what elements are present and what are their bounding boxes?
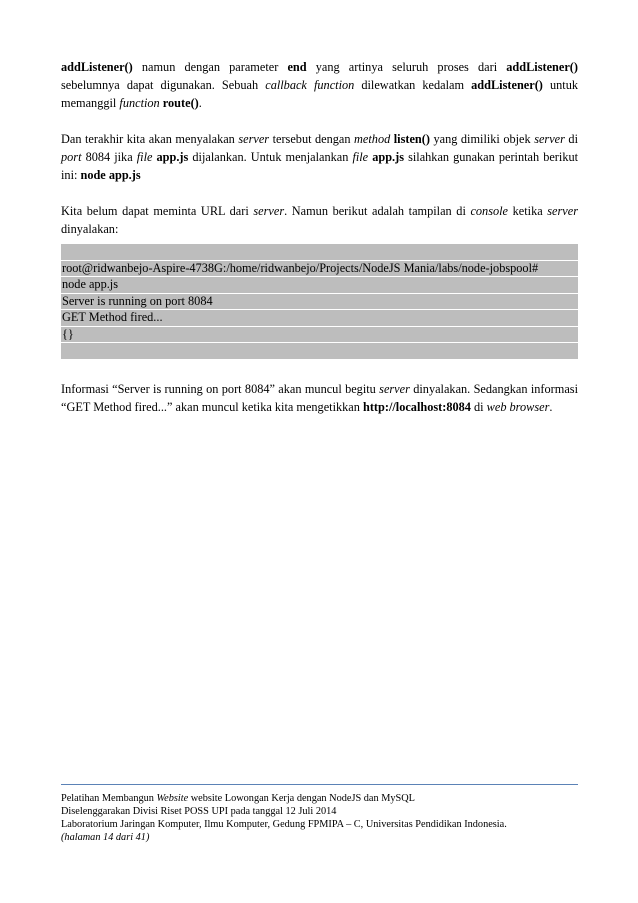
- document-body: [61, 58, 578, 434]
- console-line: {}: [61, 327, 578, 344]
- console-line: root@ridwanbejo-Aspire-4738G:/home/ridwanbejo/Projects/NodeJS Mania/labs/node-jobspool#: [61, 261, 578, 278]
- italic-term: Website: [156, 793, 189, 804]
- italic-term: port: [61, 150, 82, 164]
- code-term: app.js: [156, 150, 189, 164]
- text: website Lowongan Kerja dengan NodeJS dan MySQL: [188, 793, 415, 804]
- code-term: node app.js: [80, 168, 141, 182]
- footer-line-organizer: Diselenggarakan Divisi Riset POSS UPI pada tanggal 12 Juli 2014: [61, 806, 337, 817]
- paragraph-info: [61, 380, 578, 416]
- page-number: (halaman 14 dari 41): [61, 832, 150, 843]
- paragraph-console-intro: [61, 202, 578, 238]
- code-term: end: [287, 60, 307, 74]
- italic-term: server: [534, 132, 565, 146]
- italic-term: server: [379, 381, 410, 396]
- text: di: [470, 399, 487, 414]
- code-term: listen(): [393, 132, 430, 146]
- code-term: addListener(): [471, 78, 543, 92]
- console-line: Server is running on port 8084: [61, 294, 578, 311]
- console-line: [61, 244, 578, 261]
- footer-divider: [61, 784, 578, 785]
- text: 8084 jika: [81, 150, 137, 164]
- text: yang dimiliki objek: [429, 132, 535, 146]
- text: tersebut dengan: [269, 132, 355, 146]
- code-term: addListener(): [506, 60, 578, 74]
- code-term: route(): [162, 96, 199, 110]
- text: . Namun berikut adalah tampilan di: [284, 204, 471, 218]
- text: .: [549, 399, 553, 414]
- text: Dan terakhir kita akan menyalakan: [61, 132, 239, 146]
- footer-line-training: [61, 792, 578, 805]
- paragraph-listen: [61, 130, 578, 184]
- code-term: app.js: [372, 150, 405, 164]
- url-term: http://localhost:8084: [362, 399, 471, 414]
- paragraph-addlistener: [61, 58, 578, 112]
- italic-term: server: [547, 204, 578, 218]
- text: dinyalakan. Sedangkan informasi “GET Method fired...” akan muncul ketika kita mengetikkan: [61, 381, 578, 414]
- italic-term: file: [136, 150, 153, 164]
- page-footer: [61, 792, 578, 844]
- text: .: [198, 96, 202, 110]
- text: sebelumnya dapat digunakan. Sebuah: [61, 78, 266, 92]
- text: di: [564, 132, 578, 146]
- footer-line-location: Laboratorium Jaringan Komputer, Ilmu Komputer, Gedung FPMIPA – C, Universitas Pendidikan Indonesia.: [61, 819, 507, 830]
- code-term: addListener(): [61, 60, 133, 74]
- console-line: [61, 343, 578, 360]
- italic-term: function: [119, 96, 160, 110]
- italic-term: server: [238, 132, 270, 146]
- text: silahkan gunakan perintah berikut ini:: [61, 150, 579, 182]
- italic-term: method: [354, 132, 391, 146]
- text: namun dengan parameter: [132, 60, 288, 74]
- italic-term: server: [253, 204, 285, 218]
- text: dilewatkan kedalam: [354, 78, 472, 92]
- text: Kita belum dapat meminta URL dari: [61, 204, 254, 218]
- console-output-block: [61, 244, 578, 360]
- console-line: node app.js: [61, 277, 578, 294]
- text: dijalankan. Untuk menjalankan: [188, 150, 353, 164]
- text: untuk memanggil: [61, 78, 578, 110]
- text: Pelatihan Membangun: [61, 793, 157, 804]
- italic-term: web browser: [486, 399, 550, 414]
- text: Informasi “Server is running on port 8084” akan muncul begitu: [61, 381, 380, 396]
- footer-page-number: [61, 831, 578, 844]
- italic-term: console: [470, 204, 509, 218]
- italic-term: callback function: [265, 78, 355, 92]
- text: dinyalakan:: [61, 222, 119, 236]
- text: yang artinya seluruh proses dari: [306, 60, 507, 74]
- italic-term: file: [352, 150, 369, 164]
- text: ketika: [508, 204, 548, 218]
- console-line: GET Method fired...: [61, 310, 578, 327]
